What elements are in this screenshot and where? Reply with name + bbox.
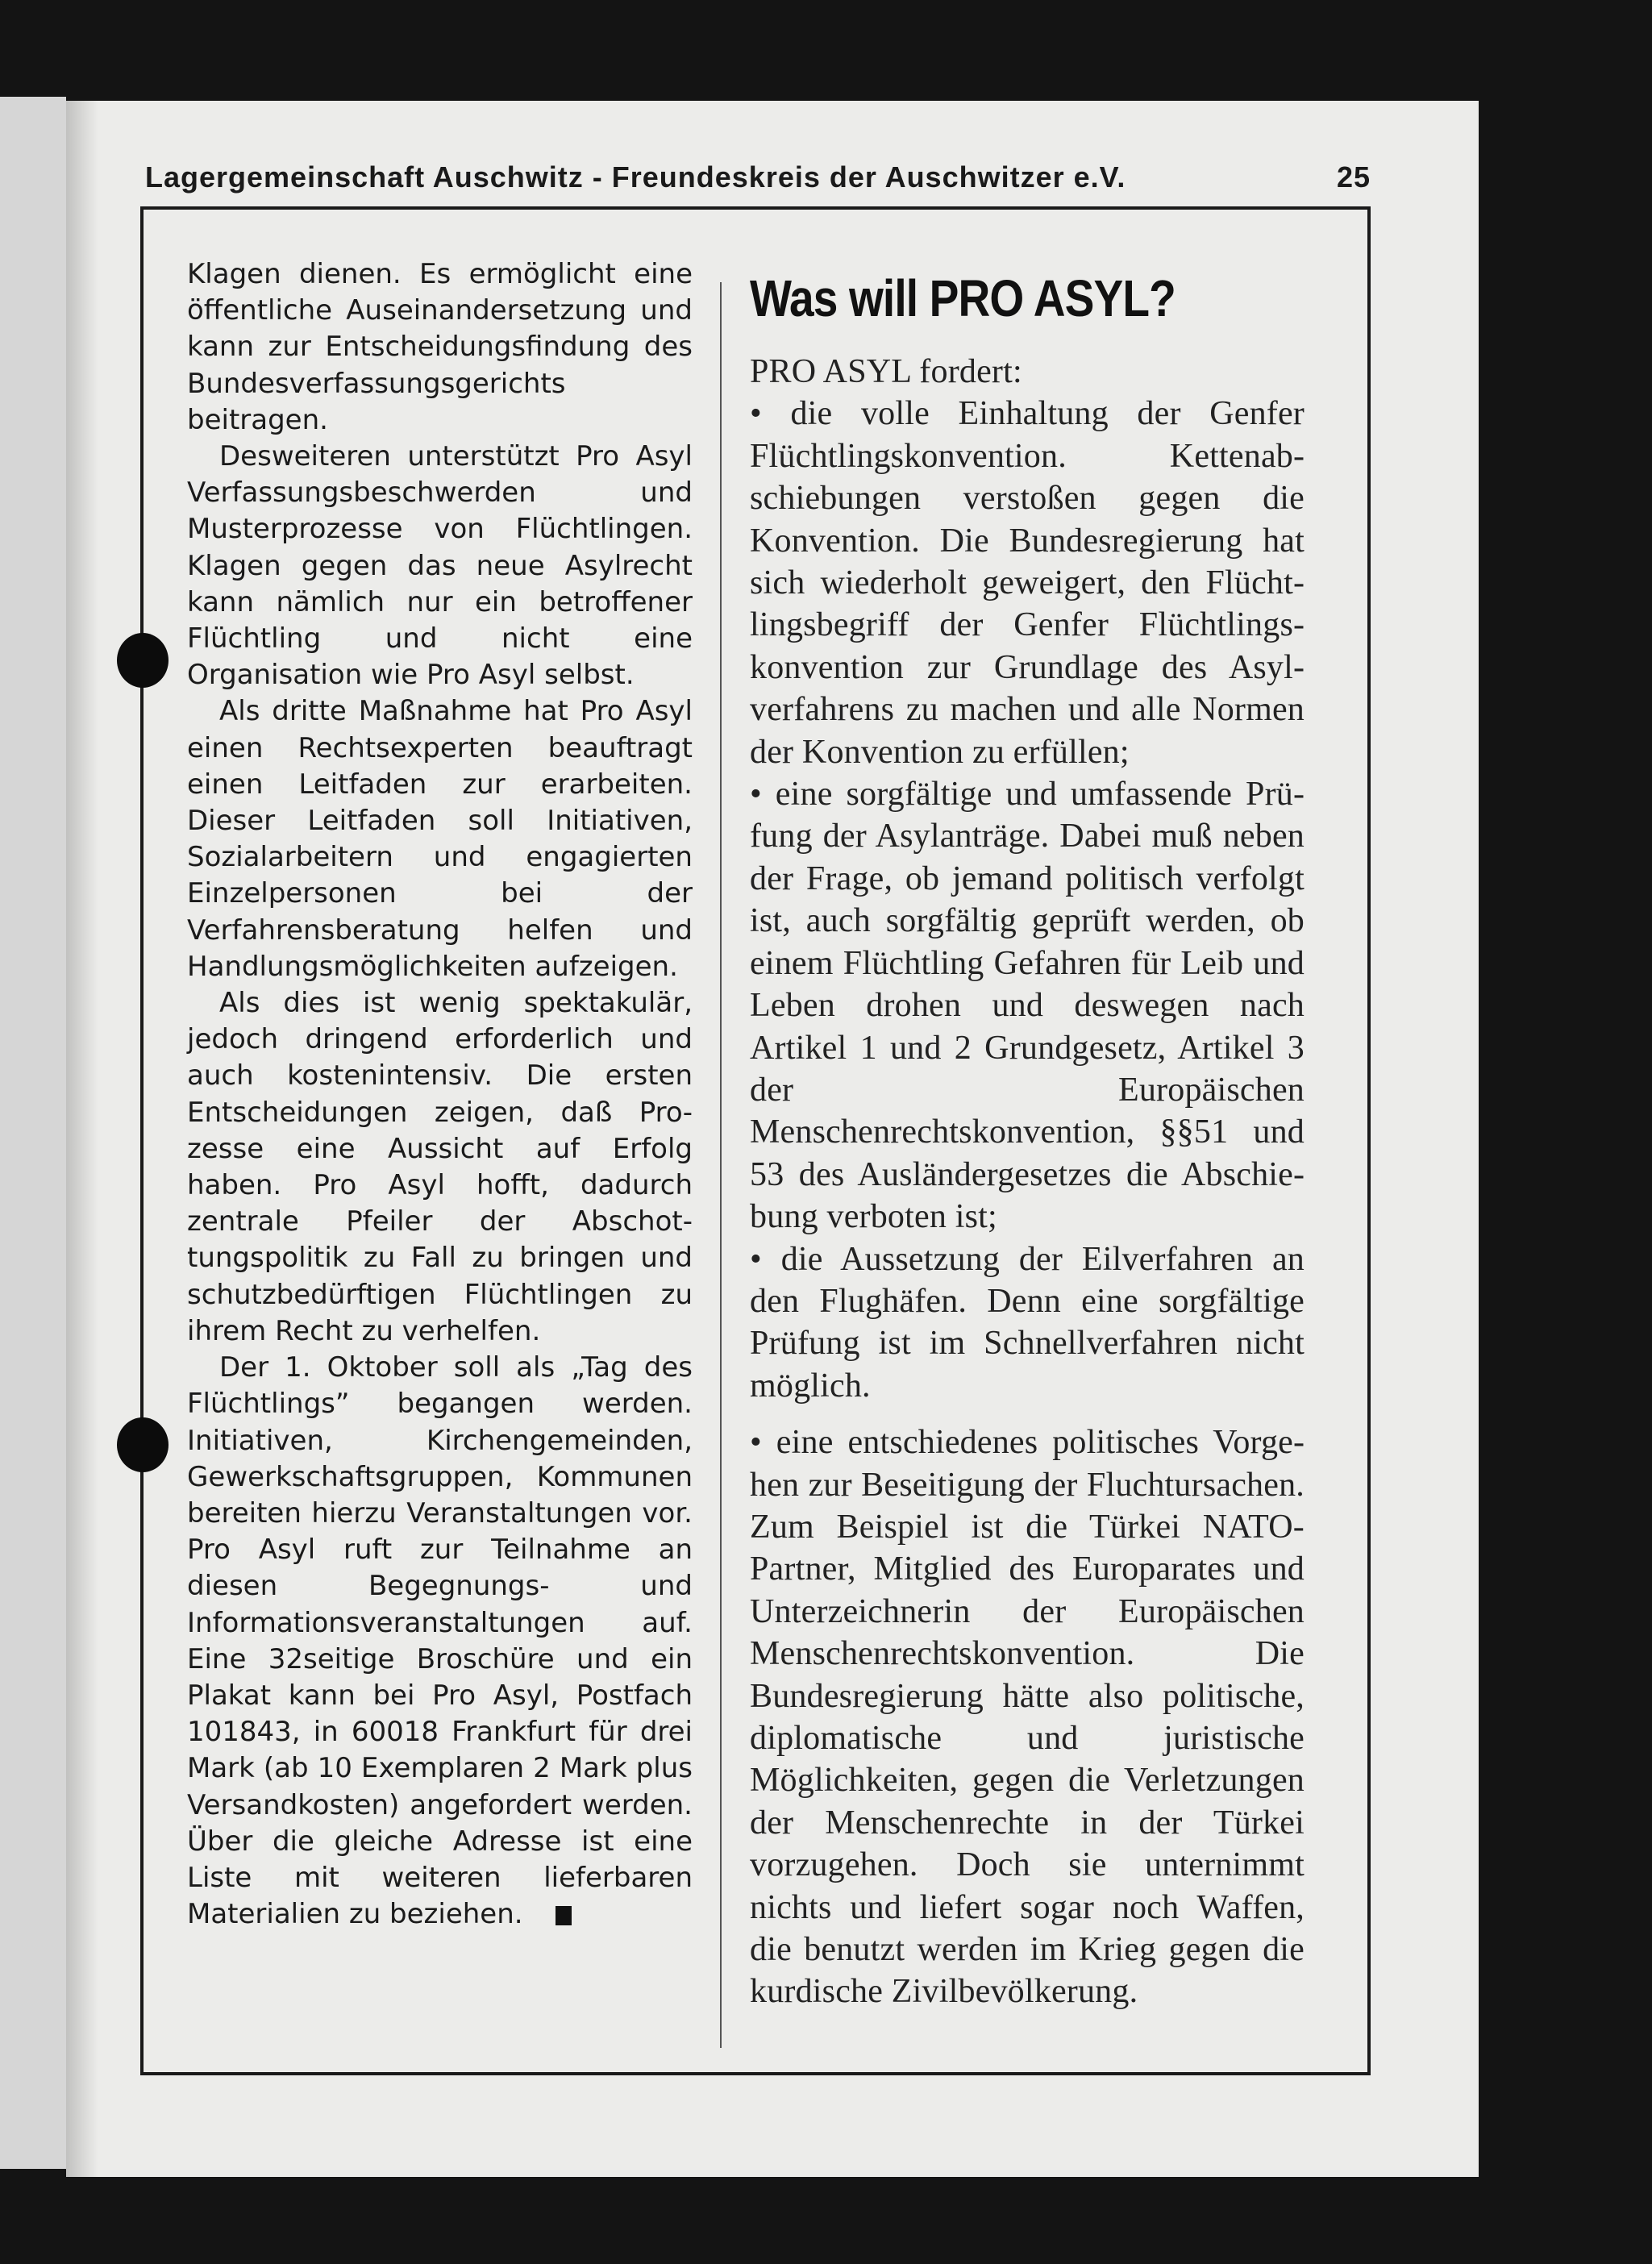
punch-hole-lower <box>117 1417 169 1472</box>
header-title: Lagergemeinschaft Auschwitz - Freundeskreis der Auschwitzer e.V. <box>145 160 1126 194</box>
left-paragraph-4: Als dies ist wenig spektakulär, jedoch dringend erforderlich und auch kostenintensiv. Die ersten Entscheidungen zeigen, daß Prozesse eine Aussicht auf Erfolg haben. Pro Asyl hofft, dadurch zentrale Pfeiler der Abschottungspolitik zu Fall zu bringen und schutzbedürftigen Flüchtlingen zu ihrem Recht zu verhelfen. <box>187 987 693 1347</box>
page-gutter-shadow <box>66 101 98 2177</box>
left-paragraph-1: Klagen dienen. Es ermöglicht eine öffentliche Auseinandersetzung und kann zur Entscheidungsfindung des Bundesverfassungsgerichts beitragen. <box>187 258 693 436</box>
demand-item-1: • die volle Einhaltung der Genfer Flüchtlingskonvention. Kettenabschiebungen verstoßen gegen die Konvention. Die Bundesregierung hat sich wiederholt geweigert, den Flüchtlingsbegriff der Genfer Flüchtlingskonvention zur Grundlage des Asylverfahrens zu machen und alle Normen der Konvention zu erfüllen; <box>750 395 1305 771</box>
page-number: 25 <box>1336 160 1371 194</box>
column-divider <box>720 282 722 2048</box>
end-of-article-square-icon <box>556 1906 572 1925</box>
box-body <box>750 351 1305 2013</box>
demand-item-2: • eine sorgfältige und umfassende Prüfung der Asylanträge. Dabei muß neben der Frage, ob jemand politisch verfolgt ist, auch sorgfältig geprüft werden, ob einem Flüchtling Gefahren für Leib und Leben drohen und deswegen nach Artikel 1 und 2 Grundgesetz, Artikel 3 der Europäischen Menschenrechtskonvention, §§51 und 53 des Ausländergesetzes die Abschiebung verboten ist; <box>750 776 1305 1236</box>
demand-item-4: • eine entschiedenes politisches Vorgehen zur Beseitigung der Fluchtursachen. Zum Beispiel ist die Türkei NATO-Partner, Mitglied des Europarates und Unterzeichnerin der Europäischen Menschenrechtskonvention. Die Bundesregierung hätte also politische, diplomatische und juristische Möglichkeiten, gegen die Verletzungen der Menschenrechte in der Türkei vorzugehen. Doch sie unternimmt nichts und liefert sogar noch Waffen, die benutzt werden im Krieg gegen die kurdische Zivilbevölkerung. <box>750 1424 1305 2011</box>
running-header <box>145 157 1371 198</box>
left-paragraph-5: Der 1. Oktober soll als „Tag des Flüchtlings” begangen werden. Initiativen, Kirchengemeinden, Gewerkschaftsgruppen, Kommunen bereiten hierzu Veranstaltungen vor. Pro Asyl ruft zur Teilnahme an diesen Begegnungs- und Informationsveranstaltungen auf. Eine 32seitige Broschüre und ein Plakat kann bei Pro Asyl, Postfach 101843, in 60018 Frankfurt für drei Mark (ab 10 Exemplaren 2 Mark plus Versandkosten) angefordert werden. Über die gleiche Adresse ist eine Liste mit weiteren lieferbaren Materialien zu beziehen. <box>187 1351 693 1931</box>
box-intro: PRO ASYL fordert: <box>750 353 1022 390</box>
left-paragraph-2: Desweiteren unterstützt Pro Asyl Verfassungsbeschwerden und Musterprozesse von Flüchtlingen. Klagen gegen das neue Asylrecht kann nämlich nur ein betroffener Flüchtling und nicht eine Organisation wie Pro Asyl selbst. <box>187 440 693 692</box>
left-paragraph-3: Als dritte Maßnahme hat Pro Asyl einen Rechtsexperten beauftragt einen Leitfaden zur erarbeiten. Dieser Leitfaden soll Initiativen, Sozialarbeitern und engagierten Einzelpersonen bei der Verfahrensberatung helfen und Handlungsmöglichkeiten aufzeigen. <box>187 695 693 983</box>
left-facing-page-edge <box>0 97 66 2169</box>
box-title: Was will PRO ASYL? <box>750 269 1176 327</box>
right-column-box <box>750 266 1305 2013</box>
left-paragraph-5-wrap <box>187 1350 693 1933</box>
demand-item-3: • die Aussetzung der Eilverfahren an den Flughäfen. Denn eine sorgfältige Prüfung ist im Schnellverfahren nicht möglich. <box>750 1240 1305 1405</box>
punch-hole-upper <box>117 633 169 688</box>
left-column-text <box>187 256 693 1933</box>
